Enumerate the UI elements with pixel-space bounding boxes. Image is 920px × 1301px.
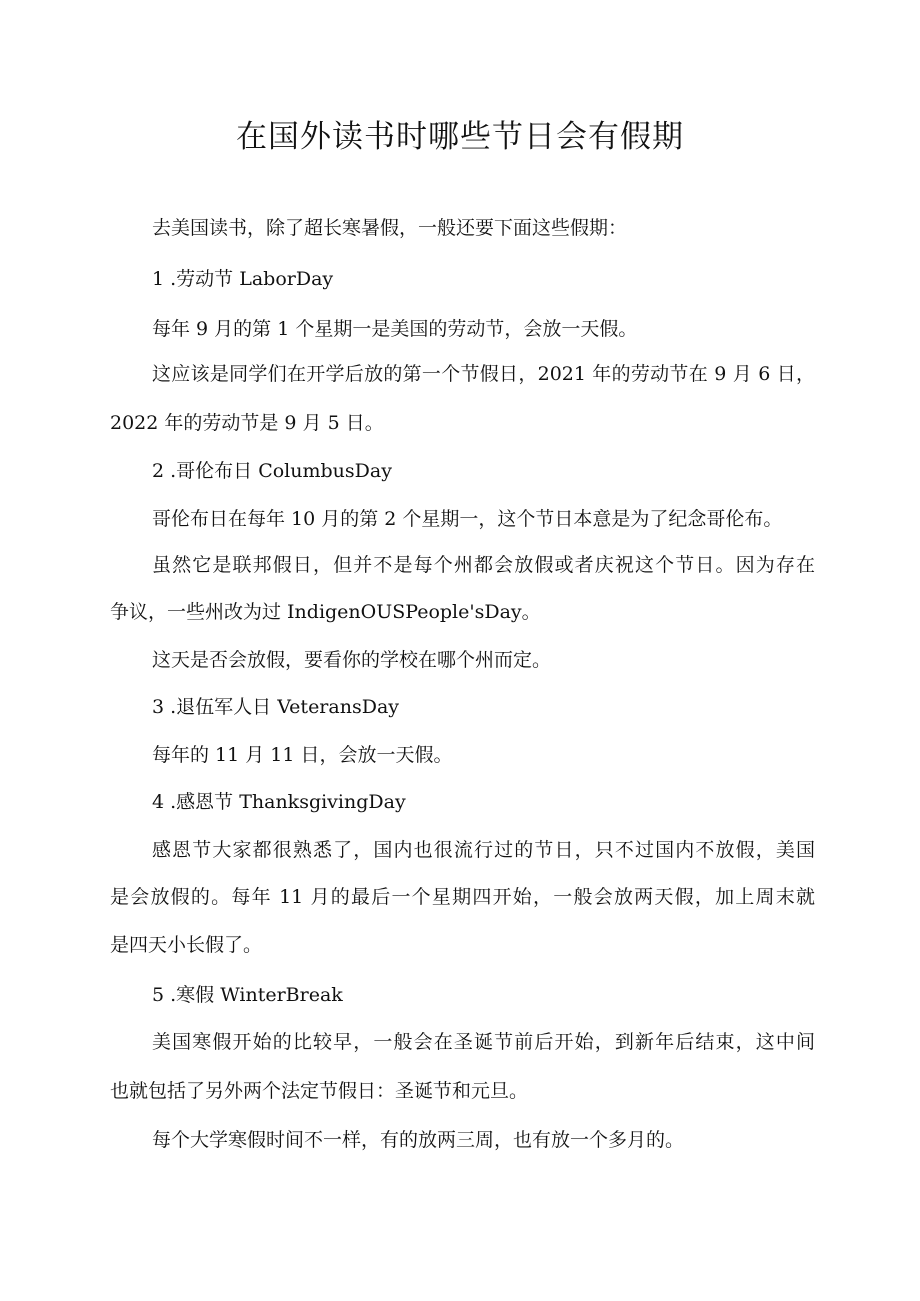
- paragraph-line: 感恩节大家都很熟悉了，国内也很流行过的节日，只不过国内不放假，美国: [152, 839, 815, 861]
- paragraph-line: 是会放假的。每年 11 月的最后一个星期四开始，一般会放两天假，加上周末就: [110, 886, 815, 908]
- section-heading-thanksgiving-day: 4 .感恩节 ThanksgivingDay: [152, 791, 406, 813]
- paragraph-line: 是四天小长假了。: [110, 934, 263, 956]
- section-heading-veterans-day: 3 .退伍军人日 VeteransDay: [152, 696, 400, 718]
- paragraph-line: 2022 年的劳动节是 9 月 5 日。: [110, 412, 384, 434]
- paragraph-line: 虽然它是联邦假日，但并不是每个州都会放假或者庆祝这个节日。因为存在: [152, 554, 815, 576]
- paragraph-line: 哥伦布日在每年 10 月的第 2 个星期一，这个节日本意是为了纪念哥伦布。: [152, 508, 783, 530]
- paragraph-line: 美国寒假开始的比较早，一般会在圣诞节前后开始，到新年后结束，这中间: [152, 1031, 815, 1053]
- intro-paragraph: 去美国读书，除了超长寒暑假，一般还要下面这些假期：: [152, 217, 628, 239]
- paragraph-line: 这应该是同学们在开学后放的第一个节假日，2021 年的劳动节在 9 月 6 日，: [152, 363, 815, 385]
- paragraph-line: 这天是否会放假，要看你的学校在哪个州而定。: [152, 649, 552, 671]
- paragraph-line: 争议，一些州改为过 IndigenOUSPeople'sDay。: [110, 601, 541, 623]
- paragraph-line: 也就包括了另外两个法定节假日：圣诞节和元旦。: [110, 1080, 529, 1102]
- paragraph-line: 每个大学寒假时间不一样，有的放两三周，也有放一个多月的。: [152, 1129, 685, 1151]
- document-title: 在国外读书时哪些节日会有假期: [236, 119, 684, 155]
- section-heading-winter-break: 5 .寒假 WinterBreak: [152, 984, 343, 1006]
- section-heading-labor-day: 1 .劳动节 LaborDay: [152, 268, 334, 290]
- paragraph-line: 每年 9 月的第 1 个星期一是美国的劳动节，会放一天假。: [152, 318, 638, 340]
- paragraph-line: 每年的 11 月 11 日，会放一天假。: [152, 744, 453, 766]
- section-heading-columbus-day: 2 .哥伦布日 ColumbusDay: [152, 460, 392, 482]
